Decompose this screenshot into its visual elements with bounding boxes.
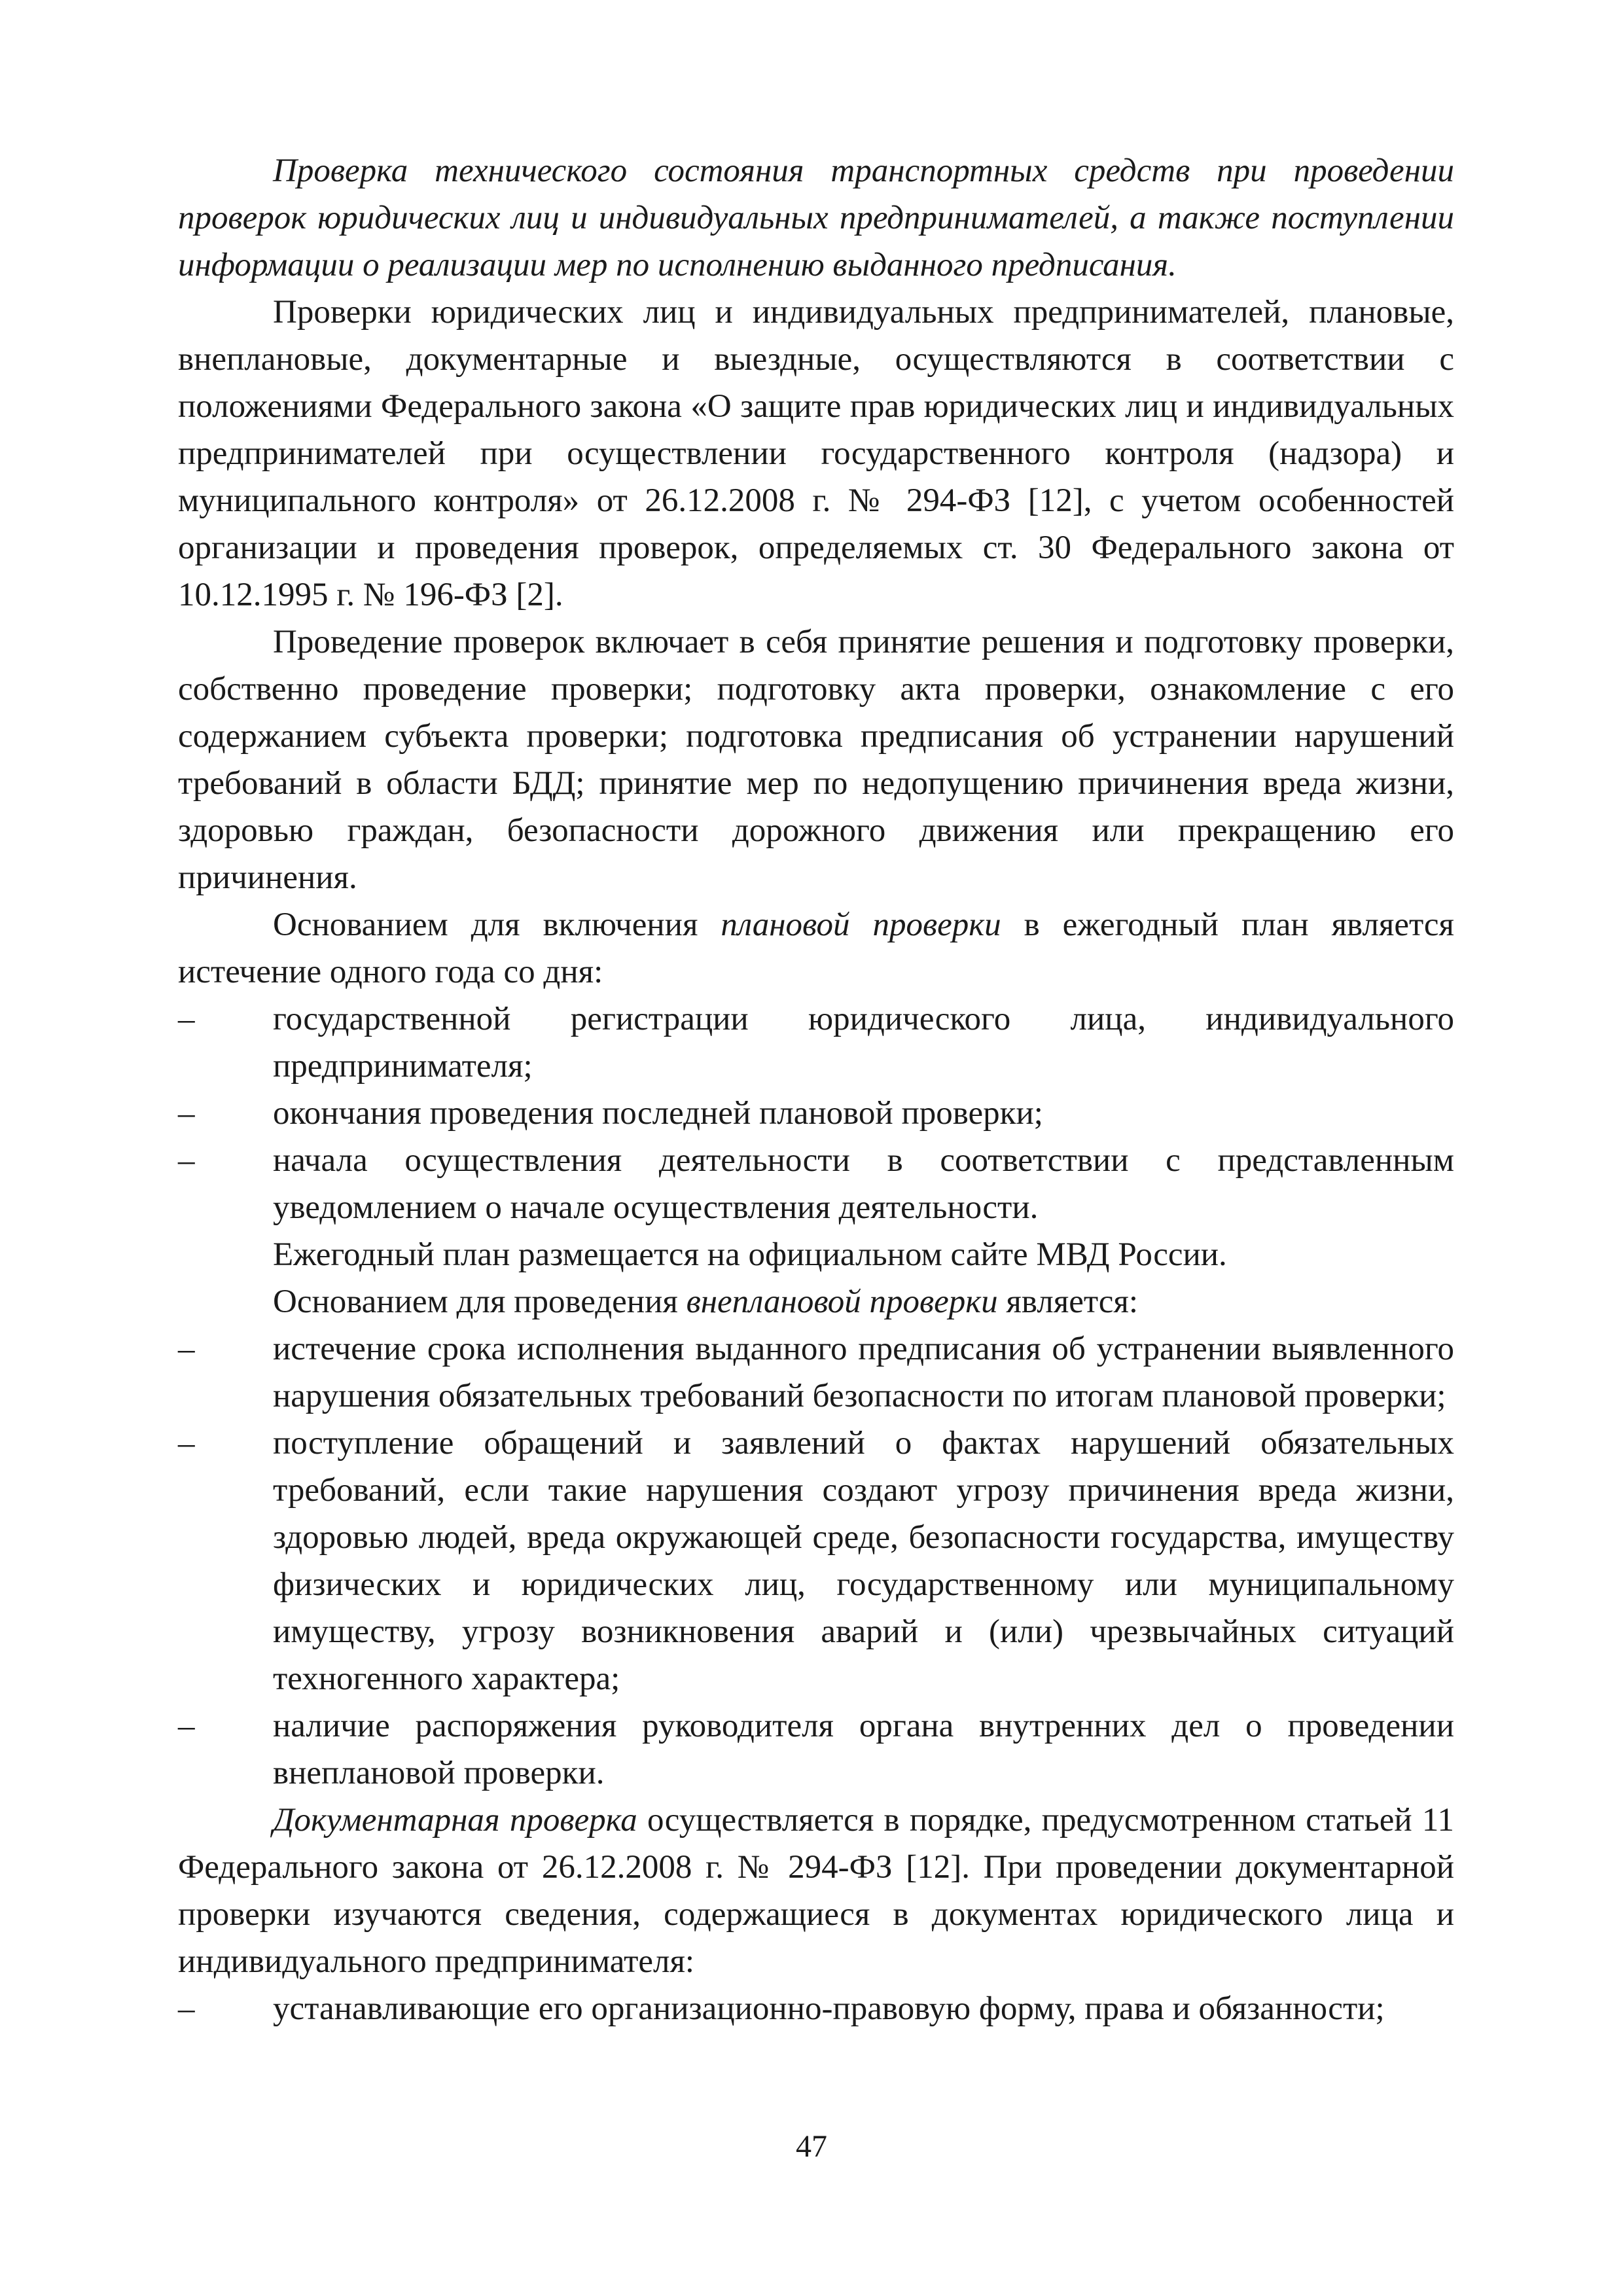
- unscheduled-inspection-term: внеплановой проверки: [686, 1283, 998, 1320]
- paragraph-unscheduled-inspection: [178, 1278, 1454, 1325]
- list-item: [178, 1325, 1454, 1420]
- documentary-docs-list: [178, 1985, 1454, 2032]
- body-text: [178, 147, 1454, 2032]
- list-item-text: устанавливающие его организационно-правовую форму, права и обязанности;: [273, 1990, 1385, 2027]
- unscheduled-intro-text: Основанием для проведения: [273, 1283, 687, 1320]
- paragraph-planned-inspection: [178, 901, 1454, 996]
- list-item: [178, 1985, 1454, 2032]
- paragraph-documentary-inspection: [178, 1797, 1454, 1985]
- planned-inspection-term: плановой проверки: [721, 906, 1001, 943]
- page-number: 47: [796, 2129, 827, 2164]
- list-item-text: государственной регистрации юридического лица, индивидуального предпринимателя;: [273, 1001, 1454, 1085]
- list-item-text: начала осуществления деятельности в соответствии с представленным уведомлением о начале осуществления деятельности.: [273, 1142, 1454, 1226]
- list-item-text: истечение срока исполнения выданного предписания об устранении выявленного нарушения обязательных требований безопасности по итогам плановой проверки;: [273, 1331, 1454, 1414]
- planned-outro-text: в ежегодный план является истечение одного года со дня:: [178, 906, 1455, 990]
- section-heading: Проверка технического состояния транспортных средств при проведении проверок юридических лиц и индивидуальных предпринимателей, а также поступлении информации о реализации мер по исполнению выданного предписания.: [178, 152, 1454, 283]
- dash-marker: –: [178, 1095, 195, 1132]
- list-item-text: наличие распоряжения руководителя органа внутренних дел о проведении внеплановой проверки.: [273, 1708, 1454, 1791]
- documentary-inspection-term: Документарная проверка: [273, 1802, 637, 1839]
- dash-marker: –: [178, 1142, 195, 1179]
- unscheduled-outro-text: является:: [997, 1283, 1139, 1320]
- planned-grounds-list: [178, 996, 1454, 1231]
- paragraph-inspection-stages: Проведение проверок включает в себя принятие решения и подготовку проверки, собственно проведение проверки; подготовку акта проверки, ознакомление с его содержанием субъекта проверки; подготовка предписания об устранении нарушений требований в области БДД; принятие мер по недопущению причинения вреда жизни, здоровью граждан, безопасности дорожного движения или прекращению его причинения.: [178, 624, 1454, 896]
- unscheduled-grounds-list: [178, 1325, 1454, 1797]
- list-item: [178, 996, 1454, 1090]
- dash-marker: –: [178, 1708, 195, 1744]
- list-item: [178, 1090, 1454, 1137]
- documentary-text: осуществляется в порядке, предусмотренном статьей 11 Федерального закона от 26.12.2008 г. № 294-ФЗ [12]. При проведении документарной проверки изучаются сведения, содержащиеся в документах юридического лица и индивидуального предпринимателя:: [178, 1802, 1454, 1980]
- dash-marker: –: [178, 1001, 195, 1037]
- list-item-text: поступление обращений и заявлений о фактах нарушений обязательных требований, если такие нарушения создают угрозу причинения вреда жизни, здоровью людей, вреда окружающей среде, безопасности государства, имуществу физических и юридических лиц, государственному или муниципальному имуществу, угрозу возникновения аварий и (или) чрезвычайных ситуаций техногенного характера;: [273, 1425, 1454, 1697]
- paragraph-annual-plan: Ежегодный план размещается на официальном сайте МВД России.: [273, 1236, 1227, 1273]
- paragraph-inspections-basis: Проверки юридических лиц и индивидуальных предпринимателей, плановые, внеплановые, документарные и выездные, осуществляются в соответствии с положениями Федерального закона «О защите прав юридических лиц и индивидуальных предпринимателей при осуществлении государственного контроля (надзора) и муниципального контроля» от 26.12.2008 г. № 294-ФЗ [12], с учетом особенностей организации и проведения проверок, определяемых ст. 30 Федерального закона от 10.12.1995 г. № 196-ФЗ [2].: [178, 294, 1454, 613]
- list-item: [178, 1137, 1454, 1231]
- list-item: [178, 1702, 1454, 1797]
- list-item-text: окончания проведения последней плановой проверки;: [273, 1095, 1043, 1132]
- planned-intro-text: Основанием для включения: [273, 906, 721, 943]
- dash-marker: –: [178, 1331, 195, 1367]
- dash-marker: –: [178, 1990, 195, 2027]
- dash-marker: –: [178, 1425, 195, 1462]
- list-item: [178, 1420, 1454, 1702]
